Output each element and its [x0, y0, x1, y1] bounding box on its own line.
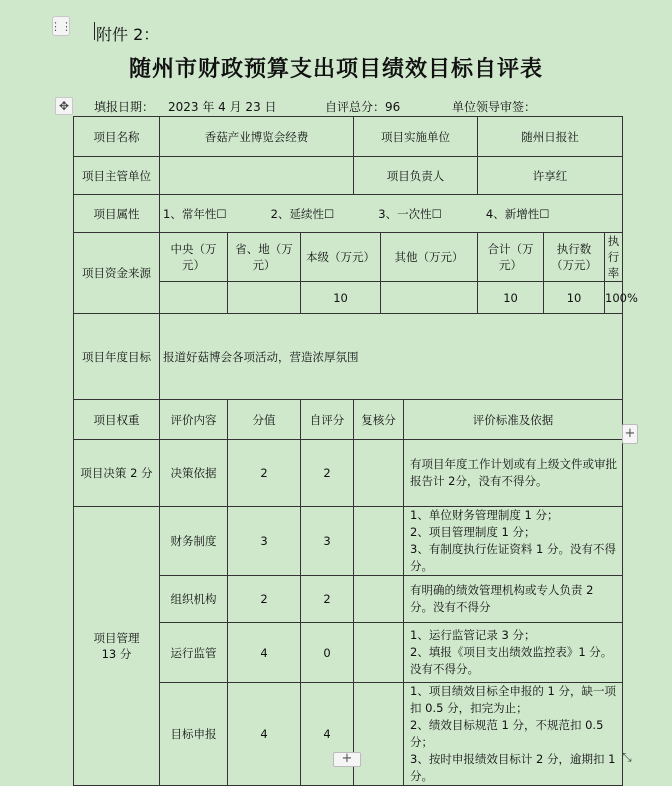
annual-goal-text[interactable]: 报道好菇博会各项活动，营造浓厚氛围	[160, 314, 623, 400]
fill-date-label: 填报日期：	[94, 100, 155, 114]
table-row	[74, 400, 623, 440]
owner-label: 项目负责人	[354, 157, 478, 195]
mgmt-criteria	[404, 576, 623, 623]
header-score: 分值	[228, 400, 301, 440]
mgmt-item: 目标申报	[160, 683, 228, 786]
decision-review-score[interactable]	[354, 440, 404, 507]
funding-local-value[interactable]: 10	[301, 282, 381, 314]
management-group	[74, 507, 160, 786]
mgmt-self-score[interactable]: 2	[301, 576, 354, 623]
mgmt-review-score[interactable]	[354, 576, 404, 623]
funding-executed-value[interactable]: 10	[544, 282, 605, 314]
criteria-line: 3、按时申报绩效目标计 2 分，逾期扣 1 分。	[410, 752, 616, 783]
funding-header-other: 其他（万元）	[381, 233, 478, 282]
decision-group: 项目决策 2 分	[74, 440, 160, 507]
mgmt-review-score[interactable]	[354, 623, 404, 683]
project-name-value[interactable]: 香菇产业博览会经费	[160, 117, 354, 157]
project-name-label: 项目名称	[74, 117, 160, 157]
leader-review: 单位领导审签：	[452, 100, 537, 114]
table-row	[74, 233, 623, 282]
attr-option-continuing[interactable]: 2、延续性☐	[270, 206, 335, 221]
header-content: 评价内容	[160, 400, 228, 440]
table-row	[74, 157, 623, 195]
mgmt-item: 组织机构	[160, 576, 228, 623]
page-title: 随州市财政预算支出项目绩效目标自评表	[128, 56, 543, 82]
project-attr-label: 项目属性	[74, 195, 160, 233]
paragraph-drag-handle-icon[interactable]: ⋮⋮	[52, 16, 70, 36]
funding-rate-value[interactable]: 100%	[605, 282, 623, 314]
funding-header-central: 中央（万元）	[160, 233, 228, 282]
criteria-line: 有明确的绩效管理机构或专人负责 2 分。没有不得分	[410, 583, 594, 614]
criteria-line: 1、运行监管记录 3 分；	[410, 628, 536, 642]
funding-total-value[interactable]: 10	[478, 282, 544, 314]
fill-date-value: 2023 年 4 月 23 日	[168, 100, 277, 114]
funding-source-label: 项目资金来源	[74, 233, 160, 314]
attachment-label: 附件 2：	[96, 25, 160, 44]
impl-unit-label: 项目实施单位	[354, 117, 478, 157]
table-row	[74, 440, 623, 507]
attr-option-new[interactable]: 4、新增性☐	[485, 206, 550, 221]
evaluation-table	[73, 116, 638, 786]
management-group-line1: 项目管理	[93, 631, 140, 645]
mgmt-self-score[interactable]: 3	[301, 507, 354, 576]
funding-header-rate: 执行率	[605, 233, 623, 282]
decision-item: 决策依据	[160, 440, 228, 507]
attr-option-regular[interactable]: 1、常年性☐	[163, 206, 227, 221]
mgmt-self-score[interactable]: 0	[301, 623, 354, 683]
management-group-line2: 13 分	[101, 647, 132, 661]
criteria-line: 2、填报《项目支出绩效监控表》1 分。没有不得分。	[410, 645, 613, 676]
add-row-icon[interactable]: +	[333, 752, 361, 767]
funding-header-executed: 执行数（万元）	[544, 233, 605, 282]
mgmt-score: 3	[228, 507, 301, 576]
decision-criteria: 有项目年度工作计划或有上级文件或审批报告计 2分，没有不得分。	[404, 440, 623, 507]
funding-header-local: 本级（万元）	[301, 233, 381, 282]
mgmt-score: 4	[228, 623, 301, 683]
table-row	[74, 314, 623, 400]
mgmt-self-score[interactable]: 4	[301, 683, 354, 786]
funding-central-value[interactable]	[160, 282, 228, 314]
impl-unit-value[interactable]: 随州日报社	[478, 117, 623, 157]
funding-header-total: 合计（万元）	[478, 233, 544, 282]
mgmt-review-score[interactable]	[354, 683, 404, 786]
decision-self-score[interactable]: 2	[301, 440, 354, 507]
project-attr-options[interactable]	[160, 195, 623, 233]
mgmt-unit-label: 项目主管单位	[74, 157, 160, 195]
annual-goal-label: 项目年度目标	[74, 314, 160, 400]
funding-province-value[interactable]	[228, 282, 301, 314]
mgmt-score: 4	[228, 683, 301, 786]
mgmt-item: 运行监管	[160, 623, 228, 683]
criteria-line: 1、项目绩效目标全申报的 1 分，缺一项扣 0.5 分，扣完为止；	[410, 684, 616, 715]
owner-value[interactable]: 许享红	[478, 157, 623, 195]
criteria-line: 2、项目管理制度 1 分；	[410, 525, 536, 539]
mgmt-unit-value[interactable]	[160, 157, 354, 195]
table-row	[74, 507, 623, 576]
mgmt-criteria	[404, 623, 623, 683]
header-review-score: 复核分	[354, 400, 404, 440]
header-criteria: 评价标准及依据	[404, 400, 623, 440]
funding-other-value[interactable]	[381, 282, 478, 314]
text-cursor	[94, 22, 95, 40]
table-resize-icon[interactable]: ⤡	[622, 750, 632, 764]
table-move-icon[interactable]: ✥	[55, 97, 73, 115]
table-row	[74, 117, 623, 157]
criteria-line: 1、单位财务管理制度 1 分；	[410, 508, 559, 522]
mgmt-criteria	[404, 683, 623, 786]
criteria-line: 2、绩效目标规范 1 分，不规范扣 0.5 分；	[410, 718, 604, 749]
mgmt-item: 财务制度	[160, 507, 228, 576]
criteria-line: 3、有制度执行佐证资料 1 分。没有不得分。	[410, 542, 616, 573]
header-self-score: 自评分	[301, 400, 354, 440]
decision-score: 2	[228, 440, 301, 507]
total-score: 自评总分：96	[325, 100, 401, 114]
funding-header-province: 省、地（万元）	[228, 233, 301, 282]
table-row	[74, 195, 623, 233]
attr-option-onetime[interactable]: 3、一次性☐	[378, 206, 442, 221]
header-weight: 项目权重	[74, 400, 160, 440]
add-column-icon[interactable]: +	[622, 424, 638, 444]
mgmt-review-score[interactable]	[354, 507, 404, 576]
mgmt-score: 2	[228, 576, 301, 623]
mgmt-criteria	[404, 507, 623, 576]
